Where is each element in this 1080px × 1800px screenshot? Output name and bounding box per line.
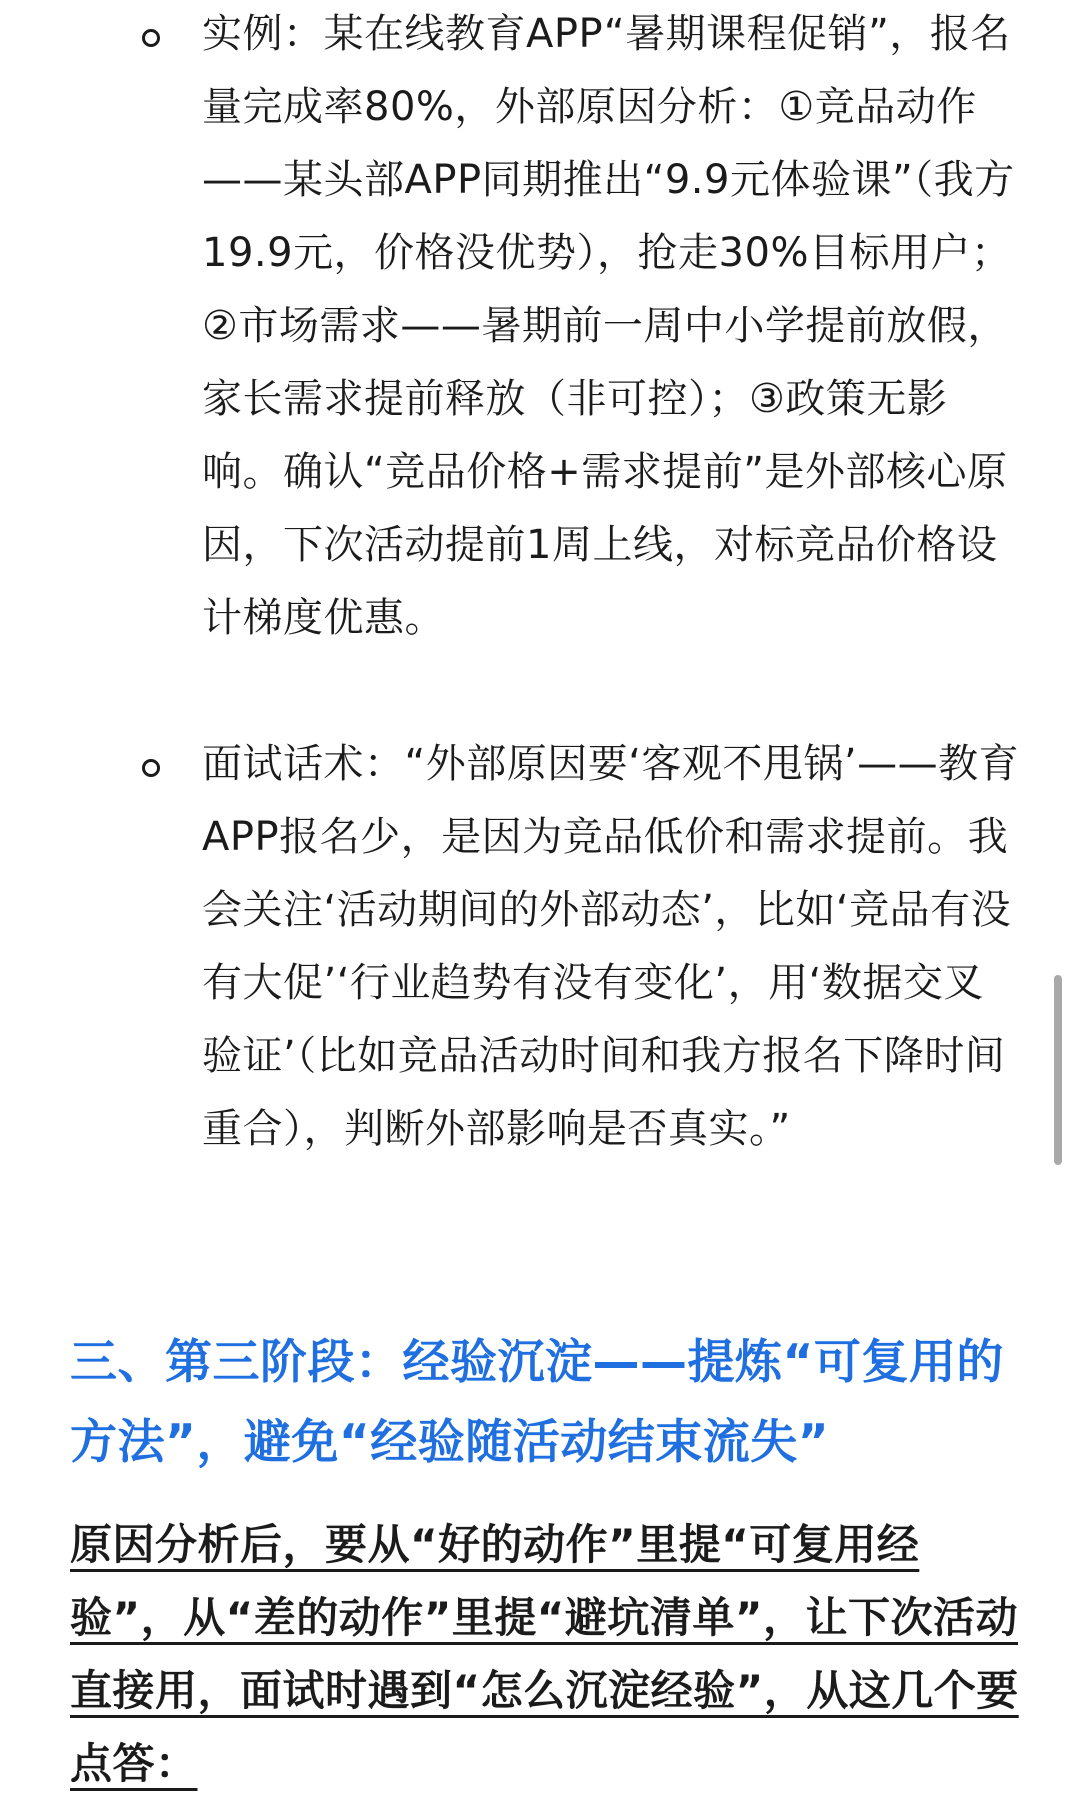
section-heading: 三、第三阶段：经验沉淀——提炼“可复用的方法”，避免“经验随活动结束流失” (70, 1335, 1004, 1470)
interview-script-paragraph: 面试话术：“外部原因要‘客观不甩锅’——教育APP报名少，是因为竞品低价和需求提前。我会关注‘活动期间的外部动态’，比如‘竞品有没有大促’‘行业趋势有没有变化’，用‘数据交叉验证’（比如竞品活动时间和我方报名下降时间重合），判断外部影响是否真实。” (202, 741, 1020, 1152)
underlined-lead-text: 原因分析后，要从“好的动作”里提“可复用经验”，从“差的动作”里提“避坑清单”，让下次活动直接用，面试时遇到“怎么沉淀经验”，从这几个要点答： (70, 1520, 1019, 1788)
example-paragraph: 实例：某在线教育APP“暑期课程促销”，报名量完成率80%，外部原因分析：①竞品动作——某头部APP同期推出“9.9元体验课”（我方19.9元，价格没优势），抢走30%目标用户；②市场需求——暑期前一周中小学提前放假，家长需求提前释放（非可控）；③政策无影响。确认“竞品价格+需求提前”是外部核心原因，下次活动提前1周上线，对标竞品价格设计梯度优惠。 (202, 11, 1015, 641)
hollow-circle-bullet-icon (142, 29, 160, 47)
hollow-circle-bullet-icon (142, 759, 160, 777)
section-lead-paragraph (70, 1508, 1030, 1800)
vertical-scrollbar[interactable] (1054, 975, 1062, 1165)
